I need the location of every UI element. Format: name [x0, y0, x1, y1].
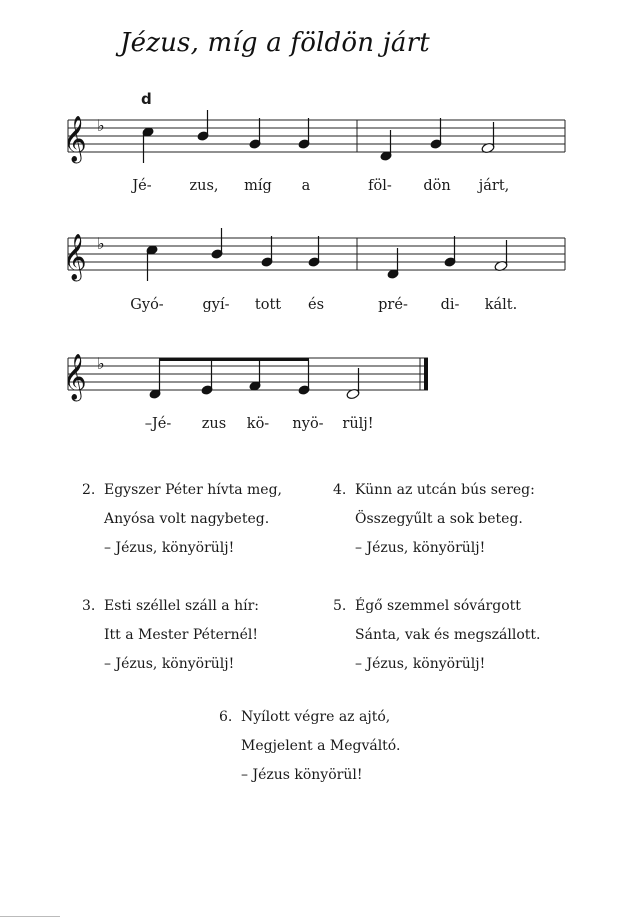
- lyric-syllable: a: [301, 178, 311, 194]
- verse-line: Összegyűlt a sok beteg.: [355, 511, 523, 527]
- verse-line: – Jézus, könyörülj!: [104, 656, 235, 672]
- verse-line: – Jézus, könyörülj!: [355, 540, 486, 556]
- staff-system-1: [0, 100, 635, 180]
- beam: [159, 358, 309, 361]
- verse-line: Sánta, vak és megszállott.: [355, 627, 541, 643]
- verse-line: Megjelent a Megváltó.: [241, 738, 401, 754]
- verse-line: – Jézus, könyörülj!: [104, 540, 235, 556]
- verse-number: 5.: [333, 598, 347, 614]
- lyric-syllable: tott: [254, 297, 282, 313]
- verse-line: Égő szemmel sóvárgott: [355, 598, 521, 614]
- verse-line: Egyszer Péter hívta meg,: [104, 482, 283, 498]
- verse-6: [219, 703, 401, 790]
- verse-line: – Jézus, könyörülj!: [355, 656, 486, 672]
- verse-number: 3.: [82, 598, 96, 614]
- staff-system-3: [0, 338, 635, 418]
- verse-number: 6.: [219, 709, 233, 725]
- verse-line: Itt a Mester Péternél!: [104, 627, 258, 643]
- lyric-syllable: –Jé-: [144, 416, 172, 432]
- lyric-syllable: Jé-: [132, 178, 152, 194]
- verse-3: [82, 592, 259, 679]
- flat-icon: ♭: [97, 116, 105, 135]
- verse-line: Anyósa volt nagybeteg.: [104, 511, 270, 527]
- verse-line: – Jézus könyörül!: [241, 767, 363, 783]
- lyric-syllable: nyö-: [292, 416, 324, 432]
- lyric-syllable: és: [307, 297, 325, 313]
- treble-clef-icon: 𝄞: [63, 354, 87, 400]
- lyric-syllable: di-: [440, 297, 460, 313]
- verse-line: Esti széllel száll a hír:: [104, 598, 259, 614]
- verse-4: [333, 476, 535, 563]
- lyric-syllable: Gyó-: [130, 297, 164, 313]
- lyric-syllable: föl-: [368, 178, 392, 194]
- lyric-syllable: kált.: [484, 297, 518, 313]
- staff-system-2: [0, 218, 635, 298]
- lyric-syllable: dön: [423, 178, 451, 194]
- lyric-syllable: gyí-: [202, 297, 230, 313]
- lyric-syllable: kö-: [246, 416, 270, 432]
- verse-5: [333, 592, 541, 679]
- flat-icon: ♭: [97, 354, 105, 373]
- treble-clef-icon: 𝄞: [63, 234, 87, 280]
- final-barline: [424, 358, 428, 390]
- treble-clef-icon: 𝄞: [63, 116, 87, 162]
- verse-number: 4.: [333, 482, 347, 498]
- verse-line: Nyílott végre az ajtó,: [241, 709, 391, 725]
- lyric-syllable: zus: [201, 416, 227, 432]
- song-title: Jézus, míg a földön járt: [120, 28, 430, 58]
- verse-number: 2.: [82, 482, 96, 498]
- verse-line: Künn az utcán bús sereg:: [355, 482, 535, 498]
- scan-edge: [0, 916, 60, 917]
- flat-icon: ♭: [97, 234, 105, 253]
- mode-mark: d: [141, 90, 152, 108]
- lyric-syllable: rülj!: [342, 416, 374, 432]
- lyric-syllable: pré-: [378, 297, 408, 313]
- lyric-syllable: zus,: [189, 178, 219, 194]
- lyric-syllable: míg: [244, 178, 272, 194]
- lyric-syllable: járt,: [478, 178, 510, 194]
- verse-2: [82, 476, 283, 563]
